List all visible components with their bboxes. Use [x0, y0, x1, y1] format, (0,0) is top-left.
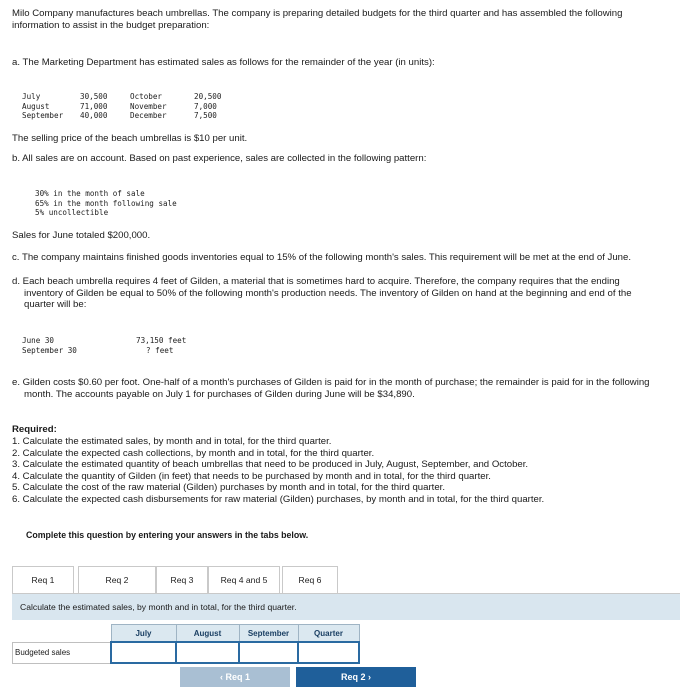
header-september: September: [239, 625, 298, 643]
june-sales: Sales for June totaled $200,000.: [12, 230, 151, 241]
chevron-left-icon: ‹: [219, 672, 223, 682]
sales-table-left: July 30,500 August 71,000 September 40,000: [22, 92, 108, 121]
required-item: 1. Calculate the estimated sales, by month and in total, for the third quarter.: [12, 436, 332, 447]
item-b: b. All sales are on account. Based on past experience, sales are collected in the following pattern:: [12, 153, 427, 164]
chevron-right-icon: ›: [368, 672, 372, 682]
budgeted-sales-september-input[interactable]: [239, 642, 298, 663]
required-item: 5. Calculate the cost of the raw material (Gilden) purchases by month and in total, for the third quarter.: [12, 482, 446, 493]
required-item: 4. Calculate the quantity of Gilden (in feet) that needs to be purchased by month and in total, for the third quarter.: [12, 470, 491, 482]
item-a: a. The Marketing Department has estimated sales as follows for the remainder of the year (in units):: [12, 57, 435, 68]
item-c: c. The company maintains finished goods inventories equal to 15% of the following month's sales. This requirement will be met at the end of June.: [12, 252, 632, 263]
required-list: [12, 436, 655, 505]
budgeted-sales-quarter-input[interactable]: [298, 642, 359, 663]
tab-req-6[interactable]: Req 6: [282, 566, 338, 593]
complete-instruction: Complete this question by entering your answers in the tabs below.: [26, 530, 309, 540]
header-july: July: [111, 625, 176, 643]
collection-pattern: 30% in the month of sale 65% in the month following sale 5% uncollectible: [35, 189, 177, 218]
sales-table-right: October 20,500 November 7,000 December 7,500: [130, 92, 222, 121]
required-title: Required:: [12, 424, 57, 435]
item-e: e. Gilden costs $0.60 per foot. One-half of a month's purchases of Gilden is paid for in the month of purchase; the remainder is paid for in the following month. The accounts payable on July 1 for purchases of Gilden during June will be $34,890.: [12, 377, 650, 400]
tab-req-3[interactable]: Req 3: [156, 566, 208, 593]
prev-button[interactable]: ‹ Req 1: [180, 667, 290, 687]
intro-text: Milo Company manufactures beach umbrellas. The company is preparing detailed budgets for the third quarter and has assembled the following information to assist in the budget preparation:: [12, 8, 623, 31]
item-d: d. Each beach umbrella requires 4 feet of Gilden, a material that is sometimes hard to acquire. Therefore, the company requires that the ending inventory of Gilden be equal to 50% of the following month's production needs. The inventory of Gilden on hand at the beginning and end of the quarter will be:: [12, 276, 632, 310]
header-quarter: Quarter: [298, 625, 359, 643]
tab-req-4-and-5[interactable]: Req 4 and 5: [208, 566, 280, 593]
gilden-inventory: June 30 73,150 feet September 30 ? feet: [22, 336, 187, 355]
header-august: August: [176, 625, 239, 643]
next-button[interactable]: Req 2 ›: [296, 667, 416, 687]
budgeted-sales-july-input[interactable]: [111, 642, 176, 663]
budget-table: [12, 624, 360, 664]
row-label-budgeted-sales: Budgeted sales: [13, 642, 112, 663]
budgeted-sales-august-input[interactable]: [176, 642, 239, 663]
required-item: 6. Calculate the expected cash disbursements for raw material (Gilden) purchases, by month and in total, for the third quarter.: [12, 493, 545, 505]
required-item: 3. Calculate the estimated quantity of beach umbrellas that need to be produced in July, August, September, and October.: [12, 459, 529, 470]
requirement-tabs: [12, 566, 680, 594]
required-item: 2. Calculate the expected cash collections, by month and in total, for the third quarter.: [12, 447, 375, 459]
tab-req-2[interactable]: Req 2: [78, 566, 156, 593]
tab-req-1[interactable]: Req 1: [12, 566, 74, 593]
tab-instruction: Calculate the estimated sales, by month and in total, for the third quarter.: [12, 594, 680, 620]
selling-price: The selling price of the beach umbrellas is $10 per unit.: [12, 133, 248, 144]
